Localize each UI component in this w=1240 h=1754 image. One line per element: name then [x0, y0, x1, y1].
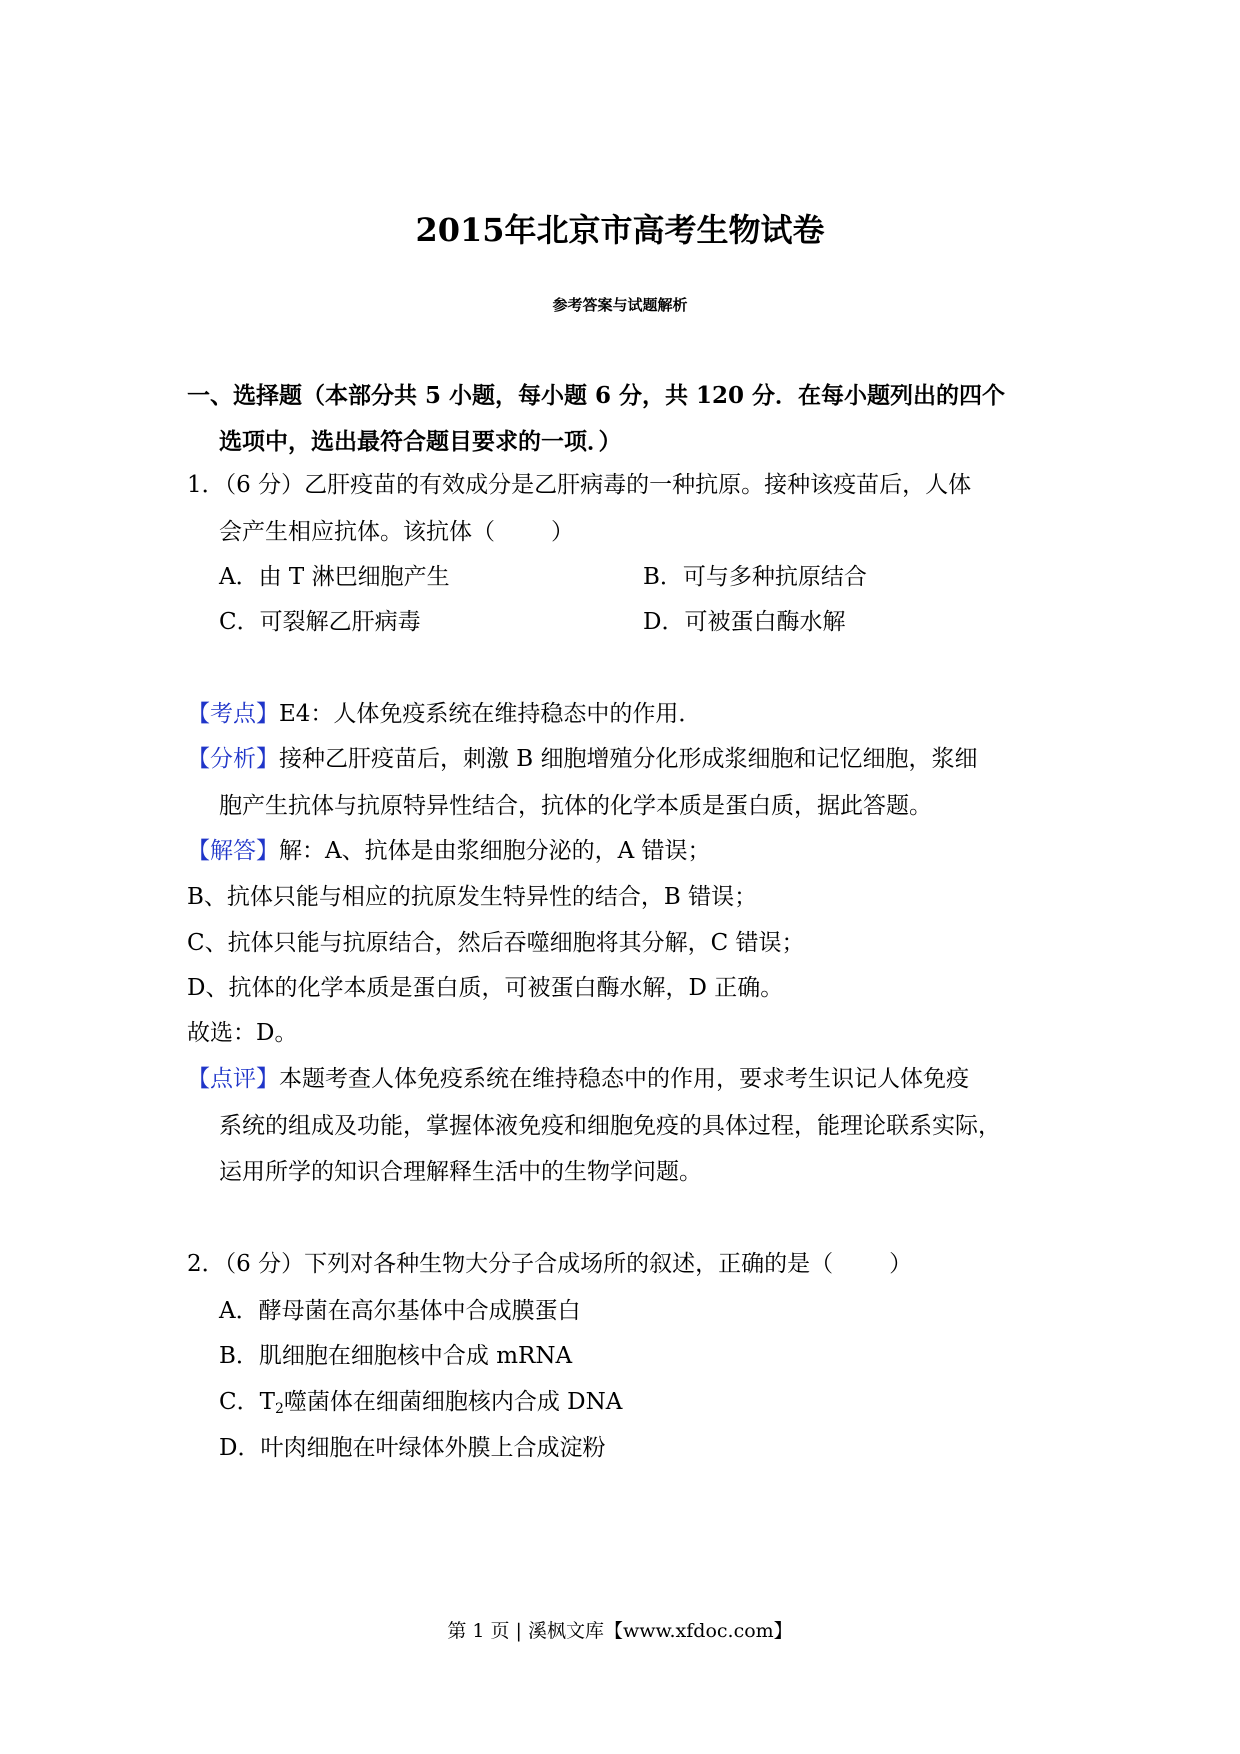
question-2-option-c	[219, 1391, 622, 1416]
fenxi-tag: 【分析】	[187, 746, 279, 772]
question-2-option-a: A．酵母菌在高尔基体中合成膜蛋白	[219, 1298, 581, 1324]
subscript-2: 2	[274, 1401, 284, 1417]
question-2-option-c-prefix: C．T	[219, 1389, 275, 1415]
question-2-option-b: B．肌细胞在细胞核中合成 mRNA	[219, 1343, 573, 1369]
answer-choice: 故选：D。	[187, 1020, 298, 1046]
question-1-option-d: D．可被蛋白酶水解	[643, 609, 846, 635]
question-1-stem-line-2	[219, 521, 574, 544]
question-2-option-c-suffix: 噬菌体在细菌细胞核内合成 DNA	[283, 1389, 623, 1415]
section-heading-line-2: 选项中，选出最符合题目要求的一项．）	[219, 428, 622, 455]
answer-explanation-d: D、抗体的化学本质是蛋白质，可被蛋白酶水解，D 正确。	[187, 975, 784, 1001]
jieda-line	[187, 840, 711, 863]
answer-explanation-c: C、抗体只能与抗原结合，然后吞噬细胞将其分解，C 错误；	[187, 930, 805, 956]
question-1-option-c: C．可裂解乙肝病毒	[219, 609, 421, 635]
dianping-text-1: 本题考查人体免疫系统在维持稳态中的作用，要求考生识记人体免疫	[279, 1066, 969, 1092]
page-title: 2015年北京市高考生物试卷	[415, 211, 825, 249]
dianping-line-3: 运用所学的知识合理解释生活中的生物学问题。	[219, 1159, 702, 1185]
question-2-stem-text: 2．（6 分）下列对各种生物大分子合成场所的叙述，正确的是（	[187, 1251, 834, 1277]
page-subtitle: 参考答案与试题解析	[552, 296, 688, 314]
fenxi-text-1: 接种乙肝疫苗后，刺激 B 细胞增殖分化形成浆细胞和记忆细胞，浆细	[279, 746, 978, 772]
kaodian-line	[187, 703, 701, 726]
fenxi-line-2: 胞产生抗体与抗原特异性结合，抗体的化学本质是蛋白质，据此答题。	[219, 793, 932, 819]
page-footer: 第 1 页 | 溪枫文库【www.xfdoc.com】	[447, 1620, 793, 1642]
jieda-text: 解：A、抗体是由浆细胞分泌的，A 错误；	[279, 838, 711, 864]
jieda-tag: 【解答】	[187, 838, 279, 864]
dianping-line-1	[187, 1068, 969, 1091]
question-1-stem-text: 会产生相应抗体。该抗体（	[219, 519, 495, 545]
fenxi-line-1	[187, 748, 978, 771]
question-1-stem-line-1: 1．（6 分）乙肝疫苗的有效成分是乙肝病毒的一种抗原。接种该疫苗后，人体	[187, 472, 972, 498]
kaodian-tag: 【考点】	[187, 701, 279, 727]
dianping-tag: 【点评】	[187, 1066, 279, 1092]
question-1-option-a: A．由 T 淋巴细胞产生	[219, 564, 450, 590]
kaodian-text: E4：人体免疫系统在维持稳态中的作用．	[279, 701, 702, 727]
question-1-stem-close-paren: ）	[551, 519, 574, 545]
question-2-stem-close-paren: ）	[889, 1251, 913, 1277]
answer-explanation-b: B、抗体只能与相应的抗原发生特异性的结合，B 错误；	[187, 884, 758, 910]
question-2-stem	[187, 1253, 912, 1276]
dianping-line-2: 系统的组成及功能，掌握体液免疫和细胞免疫的具体过程，能理论联系实际，	[219, 1113, 1001, 1139]
section-heading-line-1: 一、选择题（本部分共 5 小题，每小题 6 分，共 120 分．在每小题列出的四个	[187, 382, 1006, 409]
question-2-option-d: D．叶肉细胞在叶绿体外膜上合成淀粉	[219, 1435, 606, 1461]
question-1-option-b: B．可与多种抗原结合	[643, 564, 867, 590]
